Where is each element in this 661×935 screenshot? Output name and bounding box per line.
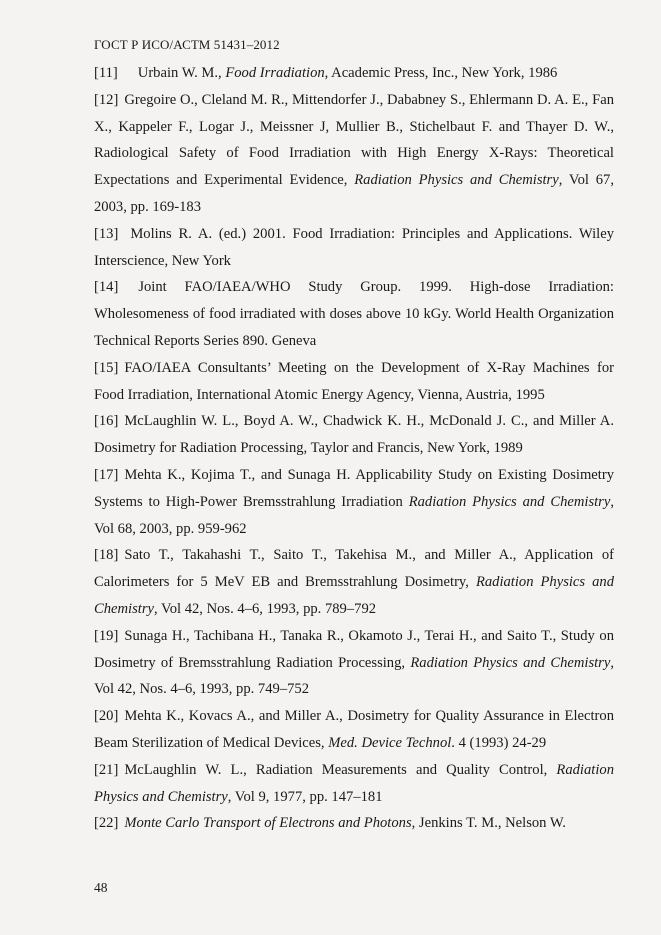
reference-text: McLaughlin W. L., Boyd A. W., Chadwick K. H., McDonald J. C., and Miller A. Dosimetry for Radiation Processing, Taylor and Francis, New York, 1989	[94, 413, 614, 457]
reference-text-tail: , Vol 42, Nos. 4–6, 1993, pp. 789–792	[154, 600, 377, 617]
reference-number: [13]	[94, 225, 119, 242]
reference-text: Mehta K., Kovacs A., and Miller A., Dosimetry for Quality Assurance in Electron Beam Sterilization of Medical Devices,	[94, 708, 614, 751]
reference-italic-title: Radiation Physics and Chemistry	[94, 761, 614, 805]
reference-text: Urbain W. M.,	[137, 65, 226, 81]
reference-text: Molins R. A. (ed.) 2001. Food Irradiation: Principles and Applications. Wiley Interscience, New York	[94, 225, 614, 269]
reference-text: McLaughlin W. L., Radiation Measurements and Quality Control,	[124, 761, 557, 778]
reference-item	[94, 355, 614, 409]
reference-text: Joint FAO/IAEA/WHO Study Group. 1999. High-dose Irradiation: Wholesomeness of food irradiated with doses above 10 kGy. World Health Organization Technical Reports Series 890. Geneva	[94, 279, 614, 349]
reference-text-tail: . 4 (1993) 24-29	[451, 734, 547, 751]
reference-italic-title: Monte Carlo Transport of Electrons and Photons	[124, 815, 412, 832]
reference-number: [22]	[94, 815, 119, 832]
reference-number: [17]	[94, 466, 119, 483]
reference-item	[94, 274, 614, 354]
reference-number: [16]	[94, 413, 119, 430]
reference-item	[94, 221, 614, 275]
reference-italic-title: Radiation Physics and Chemistry	[94, 574, 614, 617]
reference-text: Sato T., Takahashi T., Saito T., Takehisa M., and Miller A., Application of Calorimeters for 5 MeV EB and Bremsstrahlung Dosimetry,	[94, 547, 614, 591]
reference-item	[94, 757, 614, 811]
reference-number: [20]	[94, 708, 119, 725]
reference-number: [14]	[94, 279, 119, 296]
reference-italic-title: Food Irradiation	[225, 65, 325, 81]
document-header: ГОСТ Р ИСО/АСТМ 51431–2012	[94, 37, 280, 52]
reference-number: [12]	[94, 91, 119, 108]
reference-text-tail: , Vol 9, 1977, pp. 147–181	[227, 788, 383, 805]
reference-italic-title: Radiation Physics and Chemistry	[410, 654, 611, 671]
page-number: 48	[94, 880, 108, 895]
reference-text: FAO/IAEA Consultants’ Meeting on the Development of X-Ray Machines for Food Irradiation, International Atomic Energy Agency, Vienna, Austria, 1995	[94, 359, 614, 403]
reference-text: Gregoire O., Cleland M. R., Mittendorfer J., Dababney S., Ehlermann D. A. E., Fan X., Kappeler F., Logar J., Meissner J, Mullier B., Stichelbaut F. and Thayer D. W., Radiological Safety of Food Irradiation with High Energy X-Rays: Theoretical Expectations and Experimental Evidence,	[94, 91, 614, 189]
reference-item	[94, 60, 614, 87]
reference-item	[94, 462, 614, 542]
reference-list	[94, 60, 614, 837]
reference-italic-title: Radiation Physics and Chemistry	[354, 172, 559, 189]
reference-text-tail: , Academic Press, Inc., New York, 1986	[324, 65, 558, 81]
reference-text-tail: , Vol 67, 2003, pp. 169-183	[94, 172, 614, 215]
reference-text-tail: , Vol 42, Nos. 4–6, 1993, pp. 749–752	[94, 654, 614, 698]
reference-item	[94, 542, 614, 622]
reference-italic-title: Radiation Physics and Chemistry	[408, 493, 611, 510]
reference-number: [21]	[94, 761, 119, 778]
reference-number: [18]	[94, 547, 119, 564]
reference-item	[94, 703, 614, 757]
reference-item	[94, 810, 614, 837]
reference-text-tail: , Jenkins T. M., Nelson W.	[411, 815, 566, 832]
reference-text: Mehta K., Kojima T., and Sunaga H. Applicability Study on Existing Dosimetry Systems to High-Power Bremsstrahlung Irradiation	[94, 466, 614, 510]
reference-item	[94, 623, 614, 703]
reference-number: [19]	[94, 627, 119, 644]
reference-text-tail: , Vol 68, 2003, pp. 959-962	[94, 493, 614, 537]
reference-number: [15]	[94, 359, 119, 376]
reference-text: Sunaga H., Tachibana H., Tanaka R., Okamoto J., Terai H., and Saito T., Study on Dosimetry of Bremsstrahlung Radiation Processing,	[94, 627, 614, 671]
reference-item	[94, 408, 614, 462]
reference-item	[94, 87, 614, 221]
reference-italic-title: Med. Device Technol	[328, 734, 452, 751]
reference-number: [11]	[94, 65, 118, 81]
